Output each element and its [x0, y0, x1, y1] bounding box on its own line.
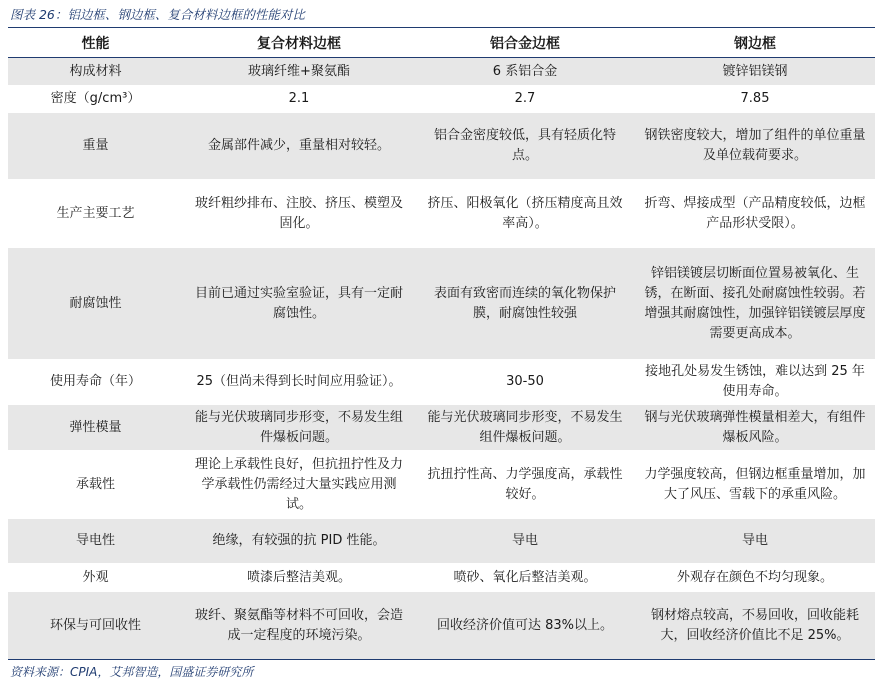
table-cell: 外观存在颜色不均匀现象。	[635, 564, 875, 592]
row-label: 承载性	[8, 451, 183, 519]
row-label: 外观	[8, 564, 183, 592]
table-row	[8, 180, 875, 248]
table-cell: 玻璃纤维+聚氨酯	[183, 58, 415, 86]
table-cell: 折弯、焊接成型（产品精度较低，边框产品形状受限）。	[635, 180, 875, 248]
table-cell: 接地孔处易发生锈蚀，难以达到 25 年使用寿命。	[635, 360, 875, 405]
table-cell: 能与光伏玻璃同步形变，不易发生组件爆板问题。	[415, 405, 635, 451]
table-cell: 金属部件减少，重量相对较轻。	[183, 113, 415, 180]
row-label: 导电性	[8, 519, 183, 564]
table-row	[8, 451, 875, 519]
column-header: 性能	[8, 30, 183, 58]
table-cell: 目前已通过实验室验证，具有一定耐腐蚀性。	[183, 248, 415, 360]
table-cell: 锌铝镁镀层切断面位置易被氧化、生锈，在断面、接孔处耐腐蚀性较弱。若增强其耐腐蚀性，加强锌铝镁镀层厚度需要更高成本。	[635, 248, 875, 360]
table-cell: 导电	[415, 519, 635, 564]
table-cell: 喷砂、氧化后整洁美观。	[415, 564, 635, 592]
table-cell: 理论上承载性良好，但抗扭拧性及力学承载性仍需经过大量实践应用测试。	[183, 451, 415, 519]
table-cell: 回收经济价值可达 83%以上。	[415, 592, 635, 660]
table-cell: 6 系铝合金	[415, 58, 635, 86]
row-label: 环保与可回收性	[8, 592, 183, 660]
row-label: 弹性模量	[8, 405, 183, 451]
table-cell: 喷漆后整洁美观。	[183, 564, 415, 592]
table-row	[8, 86, 875, 113]
table-cell: 挤压、阳极氧化（挤压精度高且效率高）。	[415, 180, 635, 248]
row-label: 耐腐蚀性	[8, 248, 183, 360]
table-cell: 2.1	[183, 86, 415, 113]
table-cell: 表面有致密而连续的氧化物保护膜，耐腐蚀性较强	[415, 248, 635, 360]
table-row	[8, 58, 875, 86]
table-cell: 能与光伏玻璃同步形变，不易发生组件爆板问题。	[183, 405, 415, 451]
table-row	[8, 113, 875, 180]
row-label: 生产主要工艺	[8, 180, 183, 248]
source-note: 资料来源：CPIA，艾邦智造，国盛证券研究所	[10, 665, 254, 679]
title-rule	[8, 27, 875, 28]
table-cell: 钢与光伏玻璃弹性模量相差大，有组件爆板风险。	[635, 405, 875, 451]
table-cell: 钢铁密度较大，增加了组件的单位重量及单位载荷要求。	[635, 113, 875, 180]
table-cell: 2.7	[415, 86, 635, 113]
table-cell: 玻纤粗纱排布、注胶、挤压、模塑及固化。	[183, 180, 415, 248]
table-cell: 铝合金密度较低，具有轻质化特点。	[415, 113, 635, 180]
table-cell: 力学强度较高，但钢边框重量增加，加大了风压、雪载下的承重风险。	[635, 451, 875, 519]
bottom-rule	[8, 659, 875, 660]
row-label: 使用寿命（年）	[8, 360, 183, 405]
row-label: 重量	[8, 113, 183, 180]
table-cell: 25（但尚未得到长时间应用验证）。	[183, 360, 415, 405]
row-label: 密度（g/cm³）	[8, 86, 183, 113]
column-header: 复合材料边框	[183, 30, 415, 58]
table-cell: 30-50	[415, 360, 635, 405]
column-header: 钢边框	[635, 30, 875, 58]
table-cell: 镀锌铝镁钢	[635, 58, 875, 86]
table-row	[8, 360, 875, 405]
table-cell: 绝缘，有较强的抗 PID 性能。	[183, 519, 415, 564]
table-row	[8, 405, 875, 451]
table-cell: 导电	[635, 519, 875, 564]
row-label: 构成材料	[8, 58, 183, 86]
table-row	[8, 564, 875, 592]
table-cell: 7.85	[635, 86, 875, 113]
table-row	[8, 519, 875, 564]
table-cell: 钢材熔点较高，不易回收，回收能耗大，回收经济价值比不足 25%。	[635, 592, 875, 660]
column-header: 铝合金边框	[415, 30, 635, 58]
table-row	[8, 248, 875, 360]
figure-title: 图表 26：铝边框、钢边框、复合材料边框的性能对比	[10, 7, 305, 22]
comparison-table	[8, 30, 875, 660]
table-cell: 抗扭拧性高、力学强度高，承载性较好。	[415, 451, 635, 519]
table-row	[8, 592, 875, 660]
table-cell: 玻纤、聚氨酯等材料不可回收，会造成一定程度的环境污染。	[183, 592, 415, 660]
table-header-row	[8, 30, 875, 58]
